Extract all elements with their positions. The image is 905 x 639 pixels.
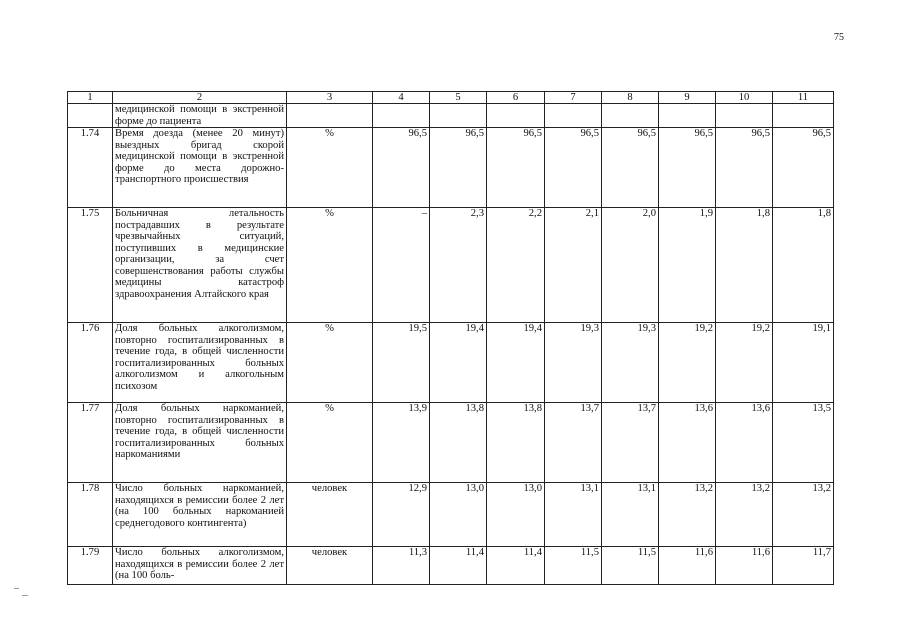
header-row	[68, 92, 834, 104]
value-cell: 2,2	[487, 208, 545, 323]
row-number: 1.79	[68, 547, 113, 585]
row-number: 1.78	[68, 483, 113, 547]
row-unit: %	[287, 323, 373, 403]
value-cell: 11,6	[716, 547, 773, 585]
value-cell: 13,6	[659, 403, 716, 483]
scan-artifact	[14, 588, 19, 589]
header-cell: 2	[113, 92, 287, 104]
table-body	[68, 92, 834, 585]
value-cell: 96,5	[373, 128, 430, 208]
header-cell: 10	[716, 92, 773, 104]
value-cell: 13,7	[545, 403, 602, 483]
value-cell: 13,8	[430, 403, 487, 483]
value-cell: 11,3	[373, 547, 430, 585]
page-number: 75	[834, 32, 844, 43]
value-cell: 96,5	[430, 128, 487, 208]
value-cell: 1,8	[716, 208, 773, 323]
value-cell	[716, 104, 773, 128]
value-cell: 1,8	[773, 208, 834, 323]
table-row	[68, 547, 834, 585]
value-cell: 13,0	[430, 483, 487, 547]
value-cell: 13,2	[659, 483, 716, 547]
value-cell: 19,3	[602, 323, 659, 403]
value-cell: –	[373, 208, 430, 323]
value-cell: 96,5	[487, 128, 545, 208]
table-row	[68, 128, 834, 208]
value-cell	[602, 104, 659, 128]
header-cell: 4	[373, 92, 430, 104]
header-cell: 9	[659, 92, 716, 104]
value-cell: 11,7	[773, 547, 834, 585]
value-cell: 11,5	[545, 547, 602, 585]
row-number: 1.76	[68, 323, 113, 403]
value-cell: 13,0	[487, 483, 545, 547]
row-description: Доля больных алкоголизмом, повторно госпитализированных в течение года, в общей численности госпитализированных больных алкоголизмом и алкогольным психозом	[113, 323, 287, 403]
value-cell: 12,9	[373, 483, 430, 547]
header-cell: 11	[773, 92, 834, 104]
table-row	[68, 403, 834, 483]
value-cell: 19,3	[545, 323, 602, 403]
value-cell: 13,1	[545, 483, 602, 547]
value-cell	[430, 104, 487, 128]
row-number	[68, 104, 113, 128]
header-cell: 1	[68, 92, 113, 104]
value-cell	[659, 104, 716, 128]
row-unit: %	[287, 403, 373, 483]
header-cell: 6	[487, 92, 545, 104]
value-cell: 13,2	[716, 483, 773, 547]
row-unit: человек	[287, 483, 373, 547]
value-cell: 13,2	[773, 483, 834, 547]
value-cell: 2,0	[602, 208, 659, 323]
header-cell: 8	[602, 92, 659, 104]
value-cell: 96,5	[716, 128, 773, 208]
row-number: 1.77	[68, 403, 113, 483]
value-cell: 13,1	[602, 483, 659, 547]
table-row	[68, 323, 834, 403]
value-cell: 1,9	[659, 208, 716, 323]
value-cell: 11,4	[430, 547, 487, 585]
row-unit: %	[287, 208, 373, 323]
value-cell: 19,2	[716, 323, 773, 403]
value-cell: 96,5	[659, 128, 716, 208]
row-description: Время доезда (менее 20 минут) выездных бригад скорой медицинской помощи в экстренной форме до места дорожно-транспортного происшествия	[113, 128, 287, 208]
value-cell: 13,9	[373, 403, 430, 483]
table-row	[68, 208, 834, 323]
value-cell: 19,4	[487, 323, 545, 403]
value-cell	[545, 104, 602, 128]
row-description: Число больных алкоголизмом, находящихся в ремиссии более 2 лет (на 100 боль-	[113, 547, 287, 585]
row-unit: человек	[287, 547, 373, 585]
scan-artifact	[22, 595, 28, 596]
row-unit: %	[287, 128, 373, 208]
table-row	[68, 104, 834, 128]
table-row	[68, 483, 834, 547]
row-description: Число больных наркоманией, находящихся в ремиссии более 2 лет (на 100 больных наркоманией среднегодового контингента)	[113, 483, 287, 547]
value-cell: 2,1	[545, 208, 602, 323]
value-cell: 11,6	[659, 547, 716, 585]
value-cell: 19,1	[773, 323, 834, 403]
value-cell	[373, 104, 430, 128]
value-cell	[487, 104, 545, 128]
value-cell: 19,4	[430, 323, 487, 403]
row-description: Больничная летальность пострадавших в результате чрезвычайных ситуаций, поступивших в медицинские организации, за счет совершенствования работы службы медицины катастроф здравоохранения Алтайского края	[113, 208, 287, 323]
value-cell: 13,7	[602, 403, 659, 483]
row-number: 1.75	[68, 208, 113, 323]
value-cell: 2,3	[430, 208, 487, 323]
header-cell: 7	[545, 92, 602, 104]
value-cell: 11,4	[487, 547, 545, 585]
value-cell	[773, 104, 834, 128]
value-cell: 13,8	[487, 403, 545, 483]
value-cell: 13,6	[716, 403, 773, 483]
row-description: Доля больных наркоманией, повторно госпитализированных в течение года, в общей численности госпитализированных больных наркоманиями	[113, 403, 287, 483]
value-cell: 13,5	[773, 403, 834, 483]
value-cell: 96,5	[773, 128, 834, 208]
header-cell: 3	[287, 92, 373, 104]
value-cell: 19,5	[373, 323, 430, 403]
value-cell: 19,2	[659, 323, 716, 403]
row-number: 1.74	[68, 128, 113, 208]
value-cell: 11,5	[602, 547, 659, 585]
value-cell: 96,5	[602, 128, 659, 208]
row-unit	[287, 104, 373, 128]
header-cell: 5	[430, 92, 487, 104]
indicators-table	[67, 91, 834, 585]
row-description: медицинской помощи в экстренной форме до пациента	[113, 104, 287, 128]
value-cell: 96,5	[545, 128, 602, 208]
